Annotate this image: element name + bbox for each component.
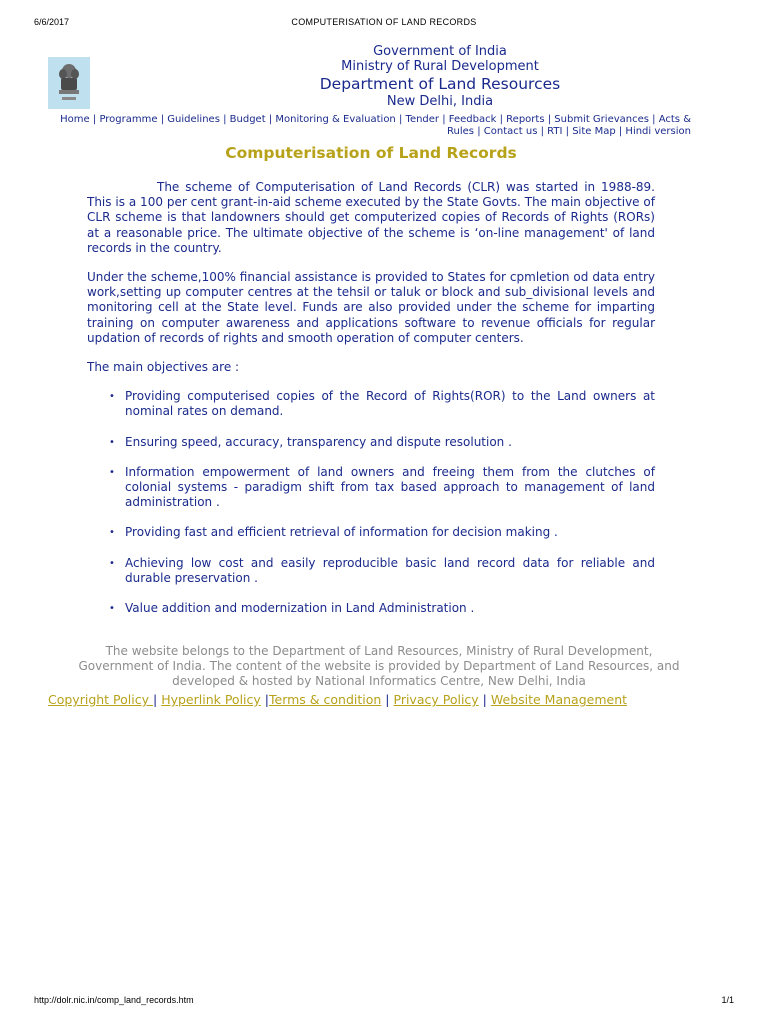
list-item: [109, 464, 655, 511]
print-url: http://dolr.nic.in/comp_land_records.htm: [34, 995, 194, 1005]
website-management-link[interactable]: Website Management: [490, 692, 628, 707]
bullet-icon: •: [109, 391, 115, 403]
nav-hindi-version[interactable]: Hindi version: [625, 125, 691, 137]
objective-text: Ensuring speed, accuracy, transparency and dispute resolution .: [125, 434, 512, 449]
nav-separator: |: [268, 114, 273, 125]
objectives-heading: The main objectives are :: [87, 360, 240, 375]
objective-text: Providing computerised copies of the Record of Rights(ROR) to the Land owners at nominal rates on demand.: [125, 389, 655, 419]
list-item: [109, 601, 655, 616]
nav-separator: |: [618, 125, 623, 137]
nav-home[interactable]: Home: [60, 114, 90, 125]
print-date: 6/6/2017: [34, 17, 70, 27]
objective-text: Value addition and modernization in Land Administration .: [125, 601, 475, 616]
print-page-number: 1/1: [721, 995, 734, 1005]
site-ownership-note: [70, 644, 688, 690]
nav-tender[interactable]: Tender: [405, 114, 440, 125]
nav-budget[interactable]: Budget: [229, 114, 266, 125]
nav-separator: |: [565, 125, 569, 137]
list-item: [109, 525, 655, 540]
bullet-icon: •: [109, 527, 115, 539]
nav-acts-rules[interactable]: Acts & Rules: [447, 114, 691, 137]
nav-programme[interactable]: Programme: [99, 114, 158, 125]
location-label: New Delhi, India: [386, 94, 494, 109]
policy-links: [48, 692, 728, 707]
government-label: Government of India: [373, 44, 507, 59]
print-header: [34, 17, 734, 29]
department-label: Department of Land Resources: [319, 75, 561, 93]
privacy-policy-link[interactable]: Privacy Policy: [393, 692, 479, 707]
nav-site-map[interactable]: Site Map: [572, 125, 616, 137]
policy-separator: |: [264, 692, 269, 707]
page-title: Computerisation of Land Records: [225, 144, 517, 162]
policy-separator: |: [482, 692, 487, 707]
objective-text: Achieving low cost and easily reproducible basic land record data for reliable and durable preservation .: [125, 555, 655, 585]
print-title: COMPUTERISATION OF LAND RECORDS: [291, 17, 477, 27]
masthead: [200, 44, 680, 109]
top-nav: [48, 114, 691, 137]
nav-separator: |: [540, 125, 544, 137]
nav-contact-us[interactable]: Contact us: [483, 125, 538, 137]
policy-separator: |: [152, 692, 158, 707]
bullet-icon: •: [109, 603, 115, 615]
nav-separator: |: [398, 114, 403, 125]
site-note-text: The website belongs to the Department of Land Resources, Ministry of Rural Development, Government of India. The content of the website is provided by Department of Land Resources, and developed & hosted by National Informatics Centre, New Delhi, India: [78, 644, 680, 689]
main-content: [87, 180, 655, 631]
nav-separator: |: [652, 114, 656, 125]
nav-separator: |: [223, 114, 227, 125]
bullet-icon: •: [109, 557, 115, 569]
ministry-label: Ministry of Rural Development: [341, 59, 539, 74]
nav-submit-grievances[interactable]: Submit Grievances: [554, 114, 649, 125]
terms-link[interactable]: Terms & condition: [269, 692, 382, 707]
list-item: [109, 555, 655, 586]
print-footer: [34, 995, 734, 1007]
objective-text: Information empowerment of land owners and freeing them from the clutches of colonial systems - paradigm shift from tax based approach to management of land administration .: [125, 464, 655, 510]
scheme-paragraph: Under the scheme,100% financial assistance is provided to States for cpmletion od data entry work,setting up computer centres at the tehsil or taluk or block and sub_divisional levels and monitoring cell at the State level. Funds are also provided under the scheme for imparting training on computer awareness and applications software to revenue officials for regular updation of records of rights and smooth operation of computer centers.: [87, 270, 655, 345]
nav-separator: |: [547, 114, 552, 125]
nav-separator: |: [92, 114, 97, 125]
nav-separator: |: [160, 114, 165, 125]
list-item: [109, 389, 655, 419]
bullet-icon: •: [109, 466, 115, 478]
state-emblem-icon[interactable]: [48, 57, 90, 109]
nav-reports[interactable]: Reports: [506, 114, 545, 125]
bullet-icon: •: [109, 436, 115, 448]
objective-text: Providing fast and efficient retrieval of information for decision making .: [125, 525, 558, 540]
objectives-list: [87, 389, 655, 616]
list-item: [109, 434, 655, 450]
intro-paragraph: The scheme of Computerisation of Land Records (CLR) was started in 1988-89. This is a 100 per cent grant-in-aid scheme executed by the State Govts. The main objective of CLR scheme is that landowners should get computerized copies of Records of Rights (RORs) at a reasonable price. The ultimate objective of the scheme is ‘on-line management' of land records in the country.: [87, 180, 655, 255]
nav-rti[interactable]: RTI: [547, 125, 563, 137]
nav-separator: |: [477, 125, 481, 137]
nav-guidelines[interactable]: Guidelines: [167, 114, 220, 125]
hyperlink-policy-link[interactable]: Hyperlink Policy: [161, 692, 261, 707]
policy-separator: |: [385, 692, 390, 707]
copyright-policy-link[interactable]: Copyright Policy: [48, 692, 153, 707]
nav-separator: |: [442, 114, 446, 125]
nav-feedback[interactable]: Feedback: [448, 114, 497, 125]
nav-monitoring[interactable]: Monitoring & Evaluation: [275, 114, 396, 125]
nav-separator: |: [499, 114, 503, 125]
